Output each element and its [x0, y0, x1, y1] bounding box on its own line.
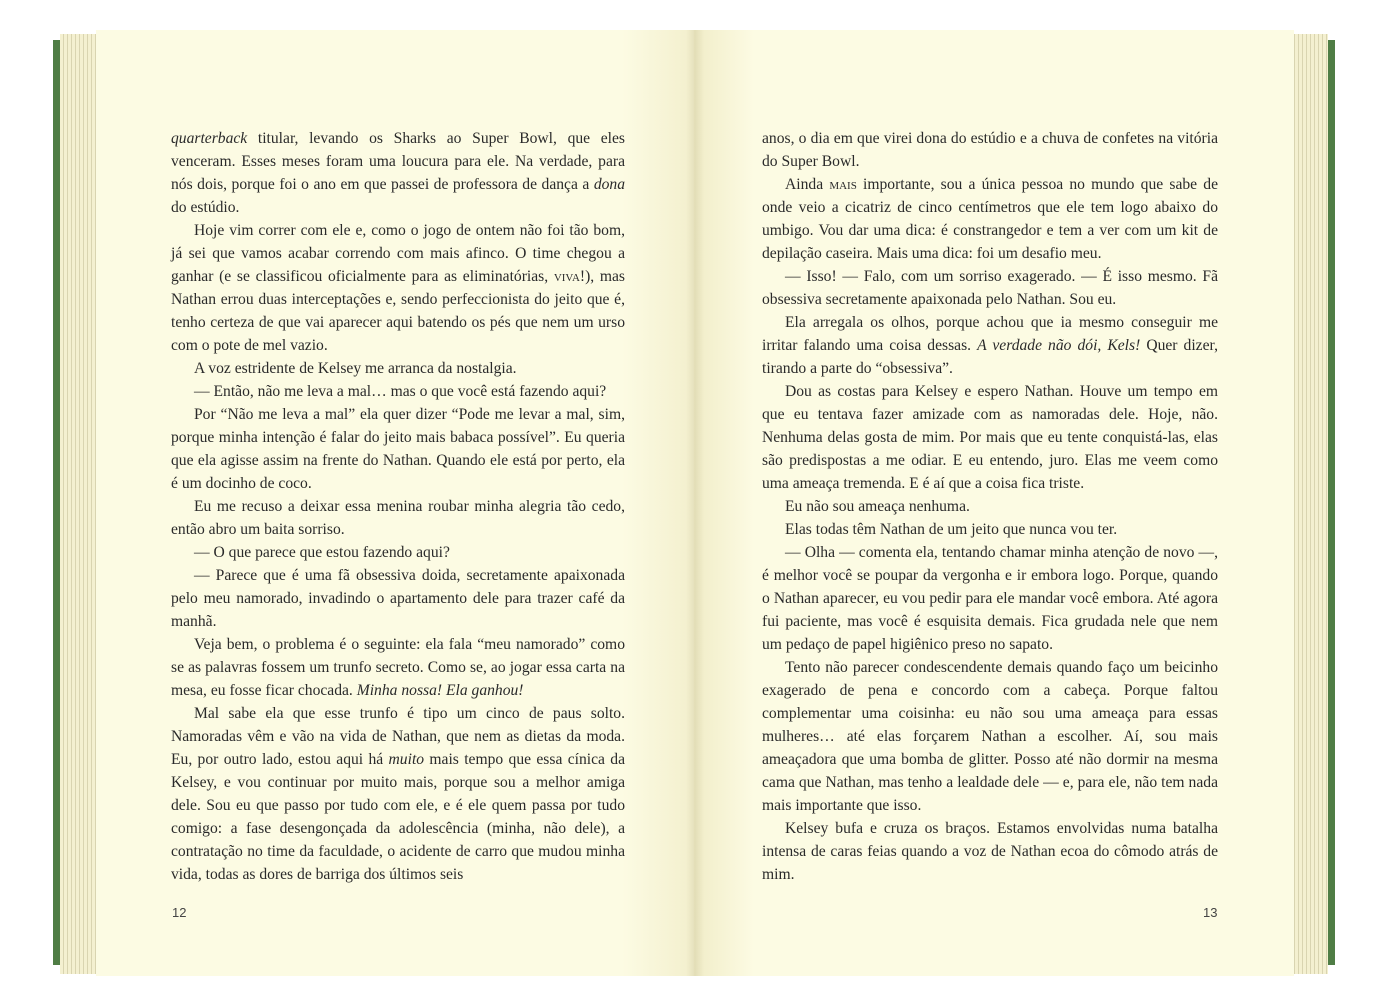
paragraph: Mal sabe ela que esse trunfo é tipo um cinco de paus solto. Namoradas vêm e vão na vida de Nathan, que nem as dietas da moda. Eu, por outro lado, estou aqui há muito mais tempo que essa cínica da Kelsey, e vou continuar por muito mais, porque sou a melhor amiga dele. Sou eu que passo por tudo com ele, e é ele quem passa por tudo comigo: a fase desengonçada da adolescência (minha, não dele), a contratação no time da faculdade, o acidente de carro que mudou minha vida, todas as dores de barriga dos últimos seis — [171, 705, 625, 883]
paragraph: Eu não sou ameaça nenhuma. — [785, 498, 970, 515]
small-caps-text: viva — [553, 268, 580, 285]
left-page — [96, 30, 694, 976]
paragraph: Veja bem, o problema é o seguinte: ela fala “meu namorado” como se as palavras fossem um trunfo secreto. Como se, ao jogar essa carta na mesa, eu fosse ficar chocada. Minha nossa! Ela ganhou! — [171, 636, 625, 699]
paragraph: — Então, não me leva a mal… mas o que você está fazendo aqui? — [194, 383, 607, 400]
page-stack-left — [60, 34, 100, 974]
paragraph: A voz estridente de Kelsey me arranca da nostalgia. — [194, 360, 517, 377]
paragraph: Eu me recuso a deixar essa menina roubar minha alegria tão cedo, então abro um baita sorriso. — [171, 498, 625, 538]
right-page — [694, 30, 1294, 976]
paragraph: quarterback titular, levando os Sharks ao Super Bowl, que eles venceram. Esses meses foram uma loucura para ele. Na verdade, para nós dois, porque foi o ano em que passei de professora de dança a dona do estúdio. — [171, 130, 625, 216]
paragraph: anos, o dia em que virei dona do estúdio e a chuva de confetes na vitória do Super Bowl. — [762, 130, 1218, 170]
paragraph: Hoje vim correr com ele e, como o jogo de ontem não foi tão bom, já sei que vamos acabar correndo com mais afinco. O time chegou a ganhar (e se classificou oficialmente para as eliminatórias, viva!), mas Nathan errou duas interceptações e, sendo perfeccionista do jeito que é, tenho certeza de que vai aparecer aqui batendo os pés que nem um urso com o pote de mel vazio. — [171, 222, 625, 354]
paragraph: Tento não parecer condescendente demais quando faço um beicinho exagerado de pena e concordo com a cabeça. Porque faltou complementar uma coisinha: eu não sou uma ameaça para essas mulheres… até elas forçarem Nathan a escolher. Aí, sou mais ameaçadora que uma bomba de glitter. Posso até não dormir na mesma cama que Nathan, mas tenho a lealdade dele — e, para ele, não tem nada mais importante que isso. — [762, 659, 1218, 814]
paragraph: — O que parece que estou fazendo aqui? — [194, 544, 450, 561]
paragraph: — Isso! — Falo, com um sorriso exagerado. — É isso mesmo. Fã obsessiva secretamente apaixonada pelo Nathan. Sou eu. — [762, 268, 1218, 308]
paragraph: Por “Não me leva a mal” ela quer dizer “Pode me levar a mal, sim, porque minha intenção é falar do jeito mais babaca possível”. Eu queria que ela agisse assim na frente do Nathan. Quando ele está por perto, ela é um docinho de coco. — [171, 406, 625, 492]
italic-text: quarterback — [171, 130, 248, 147]
paragraph: Ela arregala os olhos, porque achou que ia mesmo conseguir me irritar falando uma coisa dessas. A verdade não dói, Kels! Quer dizer, tirando a parte do “obsessiva”. — [762, 314, 1218, 377]
right-page-text — [762, 127, 1218, 886]
left-page-text — [171, 127, 625, 886]
book-cover-edge-left — [53, 40, 60, 965]
page-number: 13 — [1203, 905, 1218, 920]
paragraph: — Parece que é uma fã obsessiva doida, secretamente apaixonada pelo meu namorado, invadindo o apartamento dele para trazer café da manhã. — [171, 567, 625, 630]
paragraph: Ainda mais importante, sou a única pessoa no mundo que sabe de onde veio a cicatriz de cinco centímetros que ele tem logo abaixo do umbigo. Vou dar uma dica: é constrangedor e tem a ver com um kit de depilação caseira. Mais uma dica: foi um desafio meu. — [762, 176, 1218, 262]
page-number: 12 — [172, 905, 187, 920]
book-gutter — [686, 30, 704, 976]
book-cover-edge-right — [1328, 40, 1335, 965]
small-caps-text: mais — [829, 176, 857, 193]
paragraph: — Olha — comenta ela, tentando chamar minha atenção de novo —, é melhor você se poupar da vergonha e ir embora logo. Porque, quando o Nathan aparecer, eu vou pedir para ele mandar você embora. Até agora fui paciente, mas você é esquisita demais. Fica grudada nele que nem um pedaço de papel higiênico preso no sapato. — [762, 544, 1218, 653]
page-stack-right — [1290, 34, 1328, 974]
paragraph: Elas todas têm Nathan de um jeito que nunca vou ter. — [785, 521, 1118, 538]
paragraph: Dou as costas para Kelsey e espero Nathan. Houve um tempo em que eu tentava fazer amizade com as namoradas dele. Hoje, não. Nenhuma delas gosta de mim. Por mais que eu tente conquistá-las, elas são predispostas a me odiar. E eu entendo, juro. Elas me veem como uma ameaça tremenda. E é aí que a coisa fica triste. — [762, 383, 1218, 492]
paragraph: Kelsey bufa e cruza os braços. Estamos envolvidas numa batalha intensa de caras feias quando a voz de Nathan ecoa do cômodo atrás de mim. — [762, 820, 1218, 883]
